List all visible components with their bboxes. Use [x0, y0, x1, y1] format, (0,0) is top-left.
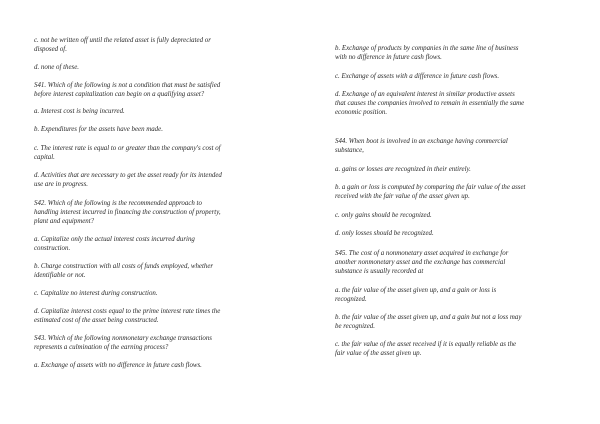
- text-line: be recognized.: [335, 322, 375, 330]
- text-line: S45. The cost of a nonmonetary asset acquired in exchange for: [335, 250, 509, 257]
- paragraph: [34, 108, 125, 117]
- paragraph: [34, 263, 213, 281]
- text-line: handling interest incurred in financing the construction of property,: [34, 208, 221, 216]
- text-line: received with the fair value of the asset given up.: [335, 192, 470, 200]
- text-line: a. Exchange of assets with no difference in future cash flows.: [34, 362, 202, 369]
- text-line: d. only losses should be recognized.: [335, 230, 434, 237]
- text-line: c. Exchange of assets with a difference in future cash flows.: [335, 73, 500, 80]
- text-line: capital.: [34, 153, 55, 161]
- text-line: b. Exchange of products by companies in the same line of business: [335, 45, 519, 52]
- text-line: S41. Which of the following is not a condition that must be satisfied: [34, 82, 221, 89]
- text-line: c. not be written off until the related asset is fully depreciated or: [34, 37, 211, 44]
- question-s43: [34, 335, 212, 353]
- text-line: economic position.: [335, 108, 388, 116]
- question-s45: [335, 250, 508, 276]
- text-line: a. the fair value of the asset given up, and a gain or loss is: [335, 287, 497, 294]
- paragraph: [335, 287, 496, 305]
- paragraph: [335, 230, 434, 239]
- text-line: another nonmonetary asset and the exchange has commercial: [335, 258, 506, 266]
- text-line: substance,: [335, 146, 364, 154]
- paragraph: [335, 91, 524, 117]
- text-line: construction.: [34, 244, 71, 252]
- text-line: d. Exchange of an equivalent interest in similar productive assets: [335, 91, 515, 98]
- text-line: d. none of these.: [34, 64, 79, 71]
- paragraph: [34, 290, 158, 299]
- text-line: substance is usually recorded at: [335, 267, 424, 275]
- text-line: S43. Which of the following nonmonetary exchange transactions: [34, 335, 212, 342]
- text-line: d. Activities that are necessary to get the asset ready for its intended: [34, 172, 222, 179]
- text-line: d. Capitalize interest costs equal to the prime interest rate times the: [34, 308, 221, 315]
- text-line: estimated cost of the asset being constructed.: [34, 316, 159, 324]
- text-line: identifiable or not.: [34, 271, 86, 279]
- text-line: that causes the companies involved to remain in essentially the same: [335, 99, 525, 107]
- text-line: use are in progress.: [34, 180, 88, 188]
- text-line: c. Capitalize no interest during construction.: [34, 290, 158, 297]
- text-line: b. Charge construction with all costs of funds employed, whether: [34, 263, 214, 270]
- paragraph: [335, 166, 471, 175]
- text-line: a. Interest cost is being incurred.: [34, 108, 125, 115]
- paragraph: [34, 64, 79, 73]
- paragraph: [34, 236, 195, 254]
- text-line: b. a gain or loss is computed by comparing the fair value of the asset: [335, 184, 526, 191]
- text-line: S42. Which of the following is the recommended approach to: [34, 200, 202, 207]
- text-line: a. gains or losses are recognized in their entirely.: [335, 166, 471, 173]
- text-line: b. Expenditures for the assets have been made.: [34, 126, 163, 133]
- text-line: recognized.: [335, 295, 367, 303]
- text-line: b. the fair value of the asset given up, and a gain but not a loss may: [335, 314, 522, 321]
- question-s44: [335, 138, 508, 156]
- text-line: before interest capitalization can begin on a qualifying asset?: [34, 90, 205, 98]
- question-s42: [34, 200, 221, 226]
- paragraph: [34, 145, 221, 163]
- paragraph: [335, 45, 518, 63]
- paragraph: [34, 308, 220, 326]
- paragraph: [335, 184, 525, 202]
- paragraph: [335, 73, 499, 82]
- paragraph: [34, 126, 163, 135]
- paragraph: [335, 212, 432, 221]
- text-line: represents a culmination of the earning process?: [34, 343, 169, 351]
- paragraph: [34, 172, 222, 190]
- paragraph: [34, 362, 202, 371]
- text-line: fair value of the asset given up.: [335, 349, 422, 357]
- question-s41: [34, 82, 220, 100]
- text-line: with no difference in future cash flows.: [335, 53, 442, 61]
- text-line: c. only gains should be recognized.: [335, 212, 432, 219]
- paragraph: [335, 314, 521, 332]
- text-line: plant and equipment?: [34, 217, 95, 225]
- text-line: disposed of.: [34, 45, 67, 53]
- text-line: S44. When boot is involved in an exchange having commercial: [335, 138, 508, 145]
- paragraph: [34, 37, 211, 55]
- text-line: a. Capitalize only the actual interest costs incurred during: [34, 236, 195, 243]
- paragraph: [335, 341, 516, 359]
- text-line: c. The interest rate is equal to or greater than the company's cost of: [34, 145, 221, 152]
- text-line: c. the fair value of the asset received if it is equally reliable as the: [335, 341, 517, 348]
